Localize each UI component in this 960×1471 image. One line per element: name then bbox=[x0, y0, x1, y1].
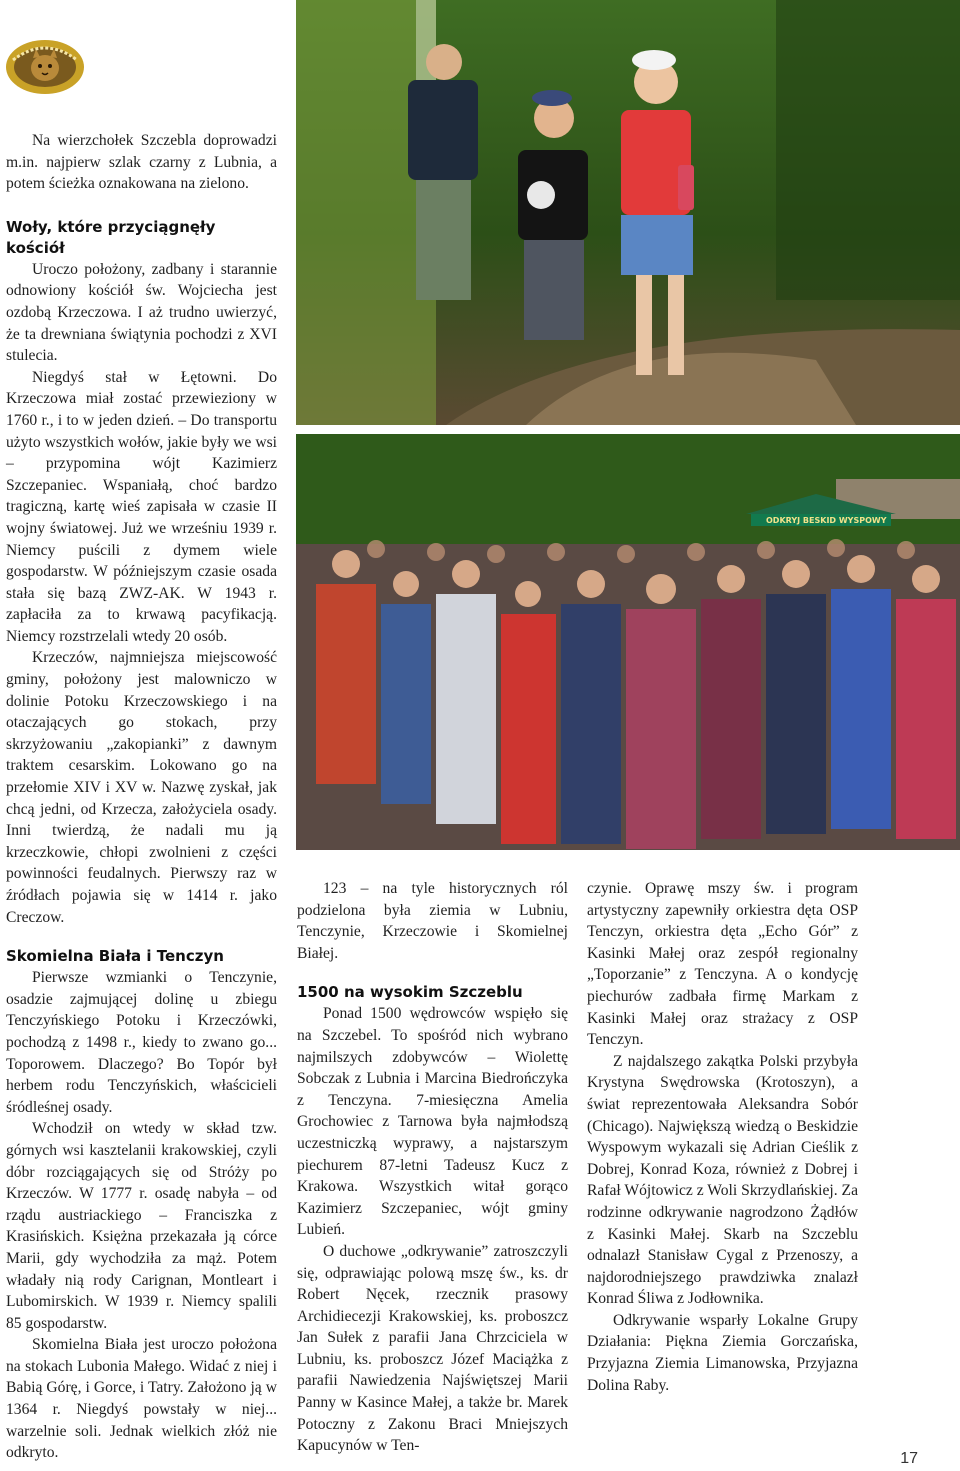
paragraph: Uroczo położony, zadbany i starannie odnowiony kościół św. Wojciecha jest ozdobą Krzeczowa. I aż trudno uwierzyć, że ta drewniana świątynia pochodzi z XVI stulecia. bbox=[6, 260, 277, 365]
section-heading: Woły, które przyciągnęły kościół bbox=[6, 217, 216, 257]
photo-children-hiking-forest bbox=[296, 0, 960, 425]
paragraph: Niegdyś stał w Łętowni. Do Krzeczowa miał zostać przewieziony w 1760 r., i to w jeden dzień. – Do transportu użyto wszystkich wołów, jakie były we wsi – przypomina wójt Kazimierz Szczepaniec. Wspaniałą, choć bardzo tragiczną, kartę wieś zapisała w czasie II wojny światowej. Już we wrześniu 1939 r. Niemcy puścili z dymem wiele gospodarstw. W późniejszym czasie osada stała się bazą ZWZ-AK. W 1943 r. zapłaciła za to krwawą pacyfikacją. Niemcy rozstrzelali wtedy 20 osób. bbox=[6, 368, 277, 645]
lynx-badge-icon bbox=[4, 38, 86, 96]
paragraph: Skomielna Biała jest uroczo położona na stokach Lubonia Małego. Widać z niej i Babią Górę, i Gorce, i Tatry. Założono ją w 1364 r. Niegdyś powstały w niej... warzelnie soli. Jednak wielkich złóż nie odkryto. bbox=[6, 1336, 277, 1462]
paragraph: Ponad 1500 wędrowców wspięło się na Szczebel. To spośród nich wybrano najmilszych zdobywców – Wiolettę Sobczak z Lubnia i Marcina Biedrończyka z Tenczyna. 7-miesięczna Amelia Grochowiec z Tarnowa była najmłodszą uczestniczką wyprawy, a najstarszym piechurem 87-letni Tadeusz Kucz z Krakowa. Wszystkich witał gorąco Kazimierz Szczepaniec, wójt gminy Lubień. bbox=[297, 1005, 568, 1239]
paragraph: Z najdalszego zakątka Polski przybyła Krystyna Swędrowska (Krotoszyn), a świat reprezentowała Aleksandra Sobór (Chicago). Największą wiedzą o Beskidzie Wyspowym wykazali się Adrian Cieślik z Dobrej, Konrad Koza, również z Dobrej i Rafał Wójtowicz z Woli Skrzydlańskiej. Za rodzinne odkrywanie nagrodzono Żądłów z Kasinki Małej. Skarb na Szczeblu odnalazł Stanisław Cygal z Przenoszy, a najdorodniejszego prawdziwka znalazł Konrad Śliwa z Jodłownika. bbox=[587, 1052, 858, 1308]
banner-text: ODKRYJ BESKID WYSPOWY bbox=[766, 516, 887, 525]
paragraph: Krzeczów, najmniejsza miejscowość gminy, położony jest malowniczo w dolinie Potoku Krzeczowskiego i na otaczających go stokach, przy skrzyżowaniu „zakopianki” z dawnym traktem cesarskim. Lokowano go na przełomie XIV i XV w. Nazwę zyskał, jak chcą jedni, od Krzecza, założyciela osady. Inni twierdzą, że nadali mu ją krzeczkowie, chłopi zwolnieni z części powinności feudalnych. Pierwszy raz w źródłach pojawia się w 1414 r. jako Creczow. bbox=[6, 649, 277, 926]
paragraph: czynie. Oprawę mszy św. i program artystyczny zapewniły orkiestra dęta OSP Tenczyn, orkiestra dęta „Echo Gór” z Kasinki Małej oraz zespół regionalny „Toporzanie” z Tenczyna. A o kondycję piechurów zadbała firmę Markam z Kasinki Małej oraz strażacy z OSP Tenczyn. bbox=[587, 880, 858, 1049]
text-column-3 bbox=[587, 878, 858, 1396]
text-column-1 bbox=[6, 130, 277, 1464]
section-heading: Skomielna Biała i Tenczyn bbox=[6, 947, 224, 966]
text-column-2 bbox=[297, 878, 568, 1457]
page-number: 17 bbox=[900, 1450, 918, 1467]
paragraph: 123 – na tyle historycznych ról podzielona była ziemia w Lubniu, Tenczynie, Krzeczowie i Skomielnej Białej. bbox=[297, 880, 568, 962]
paragraph: O duchowe „odkrywanie” zatroszczyli się, odprawiając polową mszę św., ks. dr Robert Nęcek, rzecznik prasowy Archidiecezji Krakowskiej, ks. proboszcz Jan Sułek z parafii Jana Chrzciciela w Lubniu, ks. proboszcz Józef Maciążka z parafii Nawiedzenia Najświętszej Marii Panny w Kasince Małej, a także br. Marek Potoczny z Zakonu Braci Mniejszych Kapucynów w Ten- bbox=[297, 1242, 568, 1455]
paragraph: Wchodził on wtedy w skład tzw. górnych wsi kasztelanii krakowskiej, czyli dóbr rozciągających się od Stróży po Krzeczów. W 1777 r. osadę nabyła – od rządu austriackiego – Franciszka z Krasińskich. Księżna przekazała ją córce Marii, gdy wychodziła za mąż. Potem władały nią rody Carignan, Montleart i Lubomirskich. W 1939 r. Niemcy spalili 85 gospodarstw. bbox=[6, 1120, 277, 1332]
section-heading: 1500 na wysokim Szczeblu bbox=[297, 983, 523, 1002]
paragraph: Odkrywanie wsparły Lokalne Grupy Działania: Piękna Ziemia Gorczańska, Przyjazna Ziemia Limanowska, Przyjazna Dolina Raby. bbox=[587, 1311, 858, 1394]
photo-crowd-group-forest bbox=[296, 434, 960, 850]
paragraph: Pierwsze wzmianki o Tenczynie, osadzie zajmującej dolinę u zbiegu Tenczyńskiego Potoku i Krzeczówki, pochodzą z 1498 r., kiedy to zwano go... Toporowem. Dlaczego? Bo Topór był herbem rodu Tenczyńskich, właścicieli śródleśnej osady. bbox=[6, 969, 277, 1116]
paragraph: Na wierzchołek Szczebla doprowadzi m.in. najpierw szlak czarny z Lubnia, a potem ścieżka oznakowana na zielono. bbox=[6, 132, 277, 193]
